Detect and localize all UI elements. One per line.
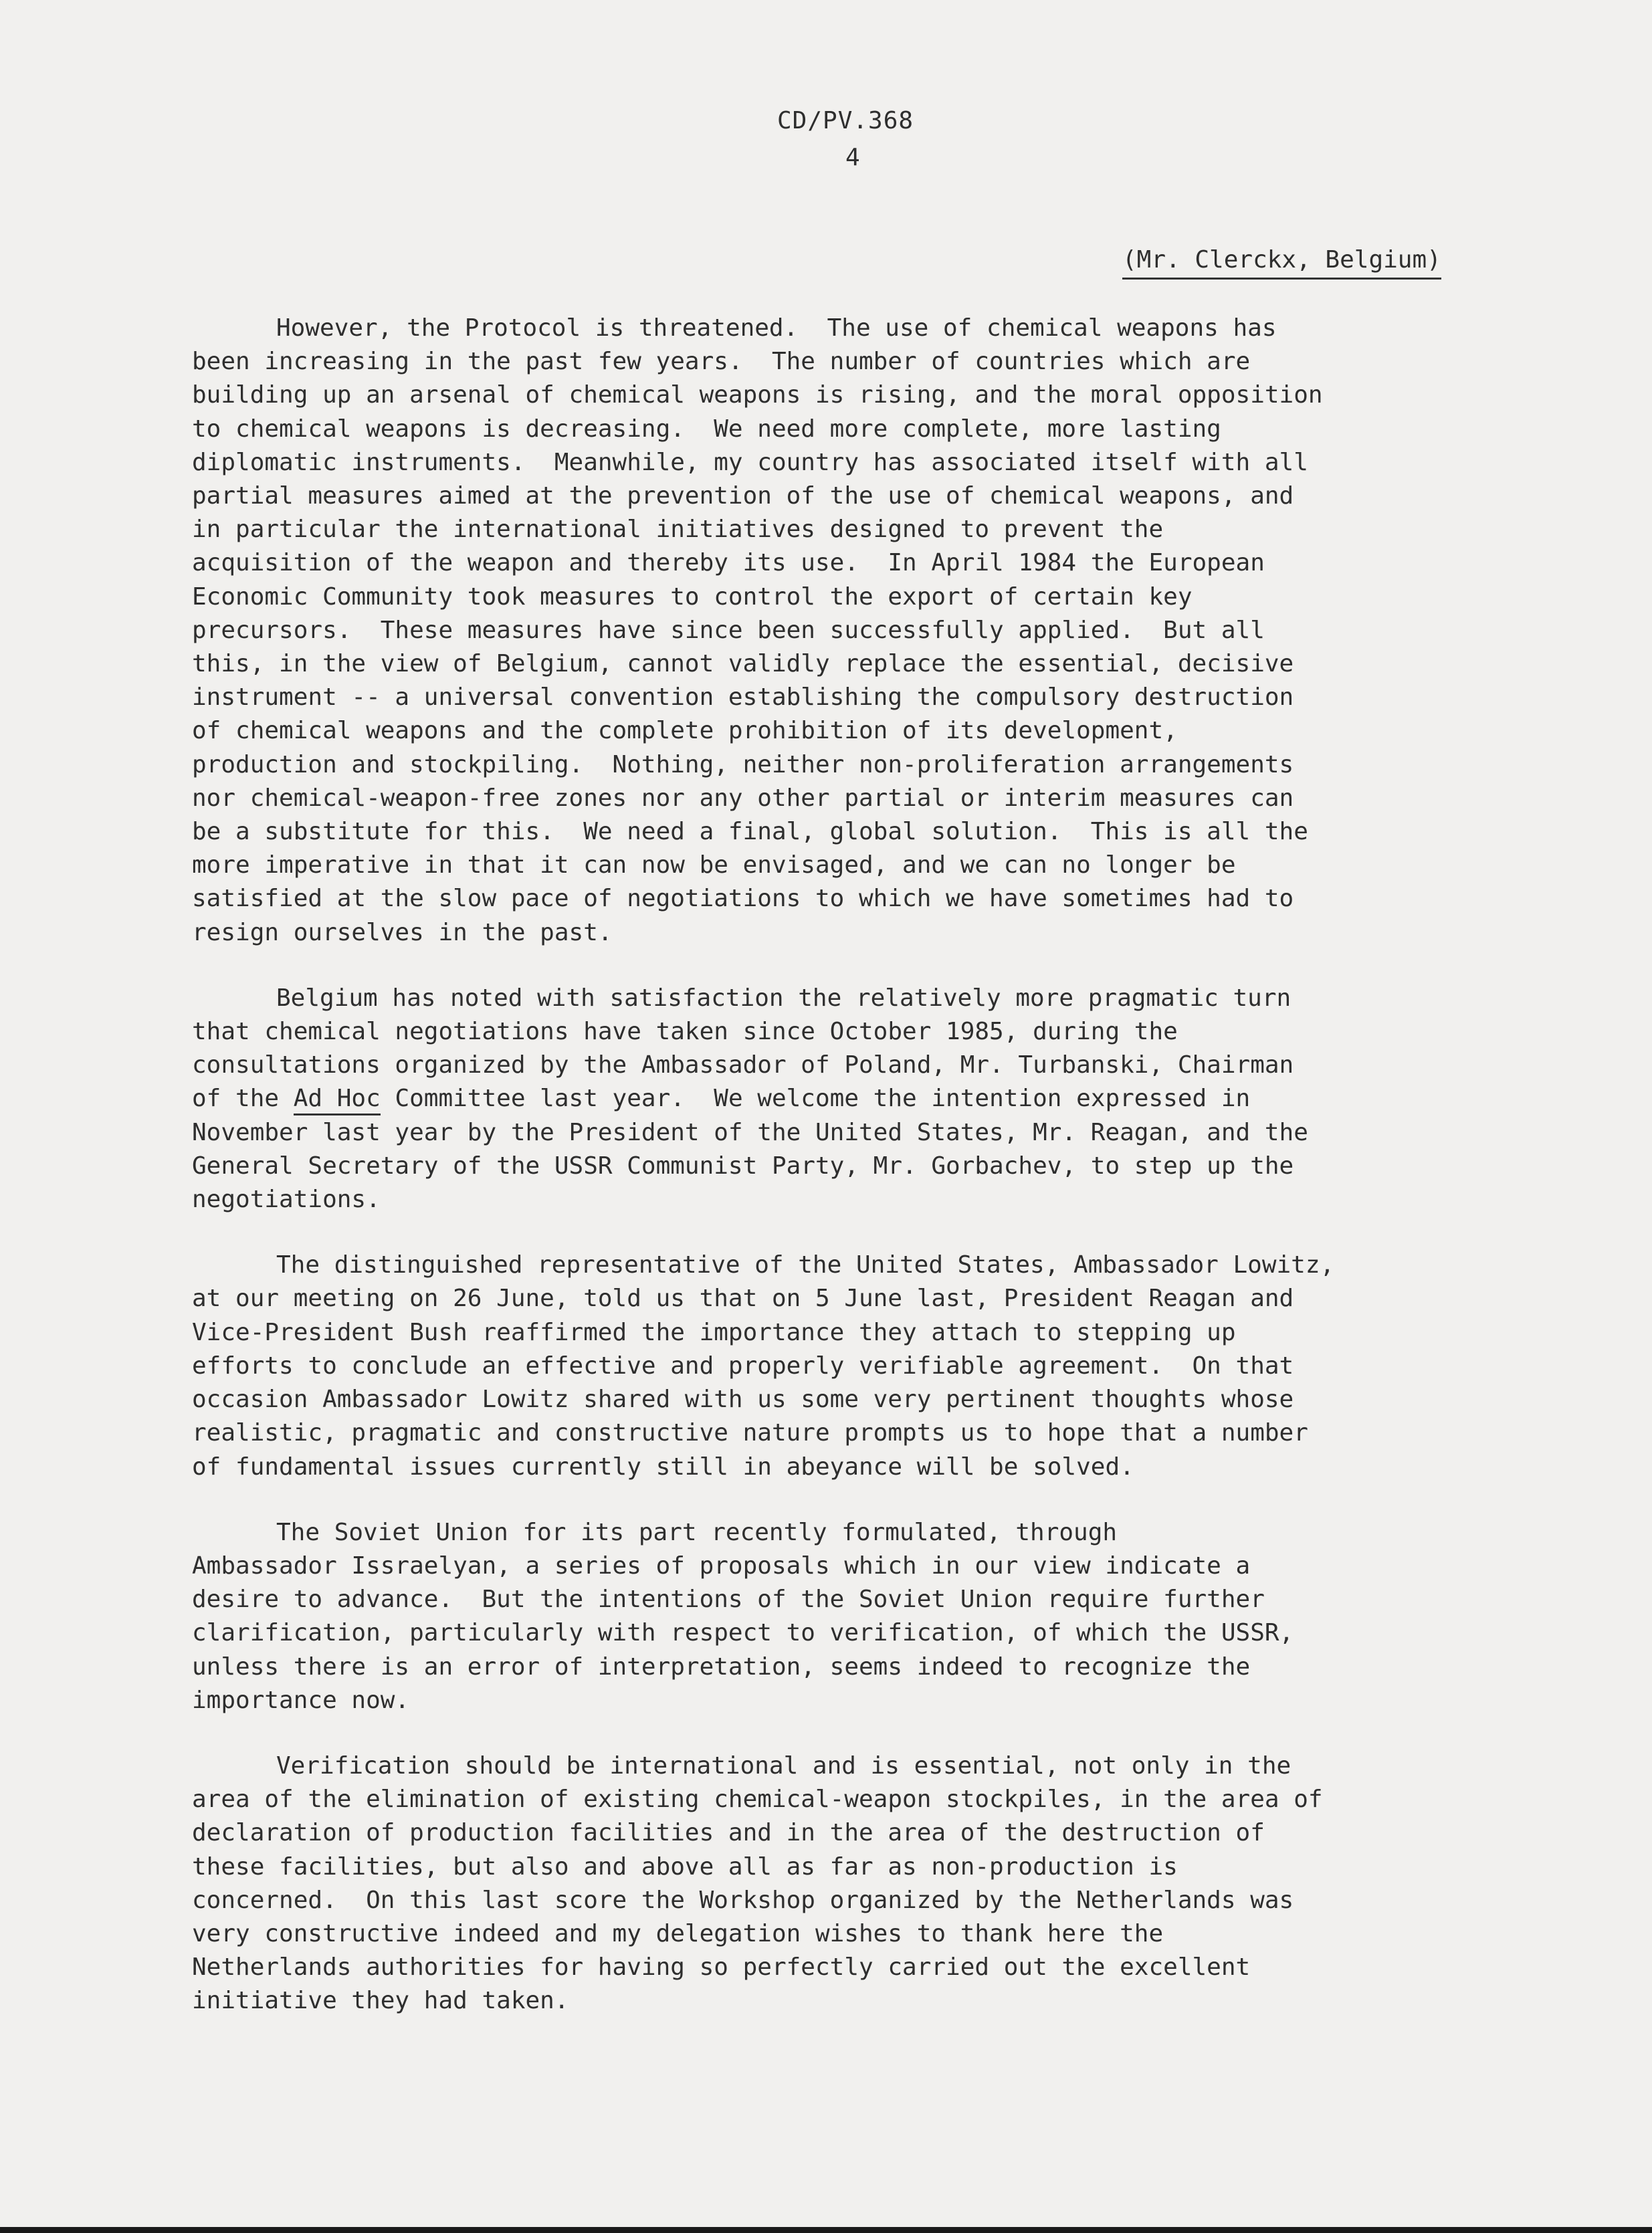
text-line: unless there is an error of interpretation, seems indeed to recognize the <box>192 1653 1251 1681</box>
text-line: desire to advance. But the intentions of the Soviet Union require further <box>192 1586 1265 1614</box>
document-symbol: CD/PV.368 <box>777 107 914 134</box>
underlined-term: Ad Hoc <box>294 1085 381 1115</box>
text-line: resign ourselves in the past. <box>192 918 613 946</box>
text-line: partial measures aimed at the prevention of the use of chemical weapons, and <box>192 482 1294 510</box>
text-line: Economic Community took measures to control the export of certain key <box>192 582 1193 611</box>
text-line: Vice-President Bush reaffirmed the importance they attach to stepping up <box>192 1318 1236 1346</box>
text-line: that chemical negotiations have taken since October 1985, during the <box>192 1018 1178 1046</box>
text-line: The distinguished representative of the United States, Ambassador Lowitz, <box>276 1251 1335 1279</box>
scan-edge-divider <box>0 2227 1652 2233</box>
text-line: Belgium has noted with satisfaction the relatively more pragmatic turn <box>276 984 1292 1012</box>
speaker-attribution: (Mr. Clerckx, Belgium) <box>1122 246 1441 280</box>
text-line: Netherlands authorities for having so perfectly carried out the excellent <box>192 1953 1251 1982</box>
body-text <box>192 312 1530 2050</box>
text-line: area of the elimination of existing chemical-weapon stockpiles, in the area of <box>192 1786 1323 1814</box>
text-line: initiative they had taken. <box>192 1987 569 2015</box>
paragraph-3 <box>192 1249 1530 1483</box>
text-line: The Soviet Union for its part recently formulated, through <box>276 1518 1118 1546</box>
text-line: efforts to conclude an effective and properly verifiable agreement. On that <box>192 1352 1294 1380</box>
text-line-end: Committee last year. We welcome the intention expressed in <box>380 1085 1251 1113</box>
text-line: building up an arsenal of chemical weapons is rising, and the moral opposition <box>192 381 1323 409</box>
text-line: this, in the view of Belgium, cannot validly replace the essential, decisive <box>192 650 1294 678</box>
text-line: realistic, pragmatic and constructive nature prompts us to hope that a number <box>192 1419 1308 1447</box>
text-line: General Secretary of the USSR Communist Party, Mr. Gorbachev, to step up the <box>192 1152 1294 1180</box>
paragraph-1 <box>192 312 1530 950</box>
text-line-start: of the <box>192 1085 294 1113</box>
text-line: Verification should be international and is essential, not only in the <box>276 1751 1292 1780</box>
text-line: importance now. <box>192 1686 410 1714</box>
text-line: acquisition of the weapon and thereby its use. In April 1984 the European <box>192 549 1265 577</box>
text-line: instrument -- a universal convention establishing the compulsory destruction <box>192 683 1294 712</box>
text-line: at our meeting on 26 June, told us that on 5 June last, President Reagan and <box>192 1285 1294 1313</box>
text-line: nor chemical-weapon-free zones nor any other partial or interim measures can <box>192 784 1294 812</box>
text-line: of chemical weapons and the complete prohibition of its development, <box>192 717 1178 745</box>
paragraph-4 <box>192 1516 1530 1717</box>
paragraph-2 <box>192 982 1530 1216</box>
text-line: November last year by the President of the United States, Mr. Reagan, and the <box>192 1118 1308 1146</box>
text-line: clarification, particularly with respect to verification, of which the USSR, <box>192 1619 1294 1647</box>
text-line: in particular the international initiatives designed to prevent the <box>192 516 1164 544</box>
text-line: negotiations. <box>192 1186 381 1214</box>
text-line: However, the Protocol is threatened. The use of chemical weapons has <box>276 314 1277 342</box>
text-line: be a substitute for this. We need a final, global solution. This is all the <box>192 818 1308 846</box>
text-line: consultations organized by the Ambassador of Poland, Mr. Turbanski, Chairman <box>192 1051 1294 1079</box>
text-line: declaration of production facilities and in the area of the destruction of <box>192 1819 1265 1847</box>
text-line: concerned. On this last score the Workshop organized by the Netherlands was <box>192 1886 1294 1914</box>
text-line: more imperative in that it can now be envisaged, and we can no longer be <box>192 851 1236 879</box>
text-line: Ambassador Issraelyan, a series of proposals which in our view indicate a <box>192 1552 1251 1580</box>
text-line: production and stockpiling. Nothing, neither non-proliferation arrangements <box>192 750 1294 778</box>
paragraph-5 <box>192 1749 1530 2018</box>
text-line <box>192 1082 1530 1115</box>
text-line: of fundamental issues currently still in abeyance will be solved. <box>192 1453 1134 1481</box>
text-line: satisfied at the slow pace of negotiations to which we have sometimes had to <box>192 885 1294 913</box>
text-line: diplomatic instruments. Meanwhile, my country has associated itself with all <box>192 448 1308 476</box>
page-number: 4 <box>845 144 860 171</box>
text-line: very constructive indeed and my delegation wishes to thank here the <box>192 1919 1164 1947</box>
text-line: been increasing in the past few years. The number of countries which are <box>192 348 1251 376</box>
text-line: to chemical weapons is decreasing. We need more complete, more lasting <box>192 415 1221 443</box>
text-line: precursors. These measures have since been successfully applied. But all <box>192 616 1265 644</box>
text-line: these facilities, but also and above all as far as non-production is <box>192 1852 1178 1881</box>
text-line: occasion Ambassador Lowitz shared with us some very pertinent thoughts whose <box>192 1386 1294 1414</box>
